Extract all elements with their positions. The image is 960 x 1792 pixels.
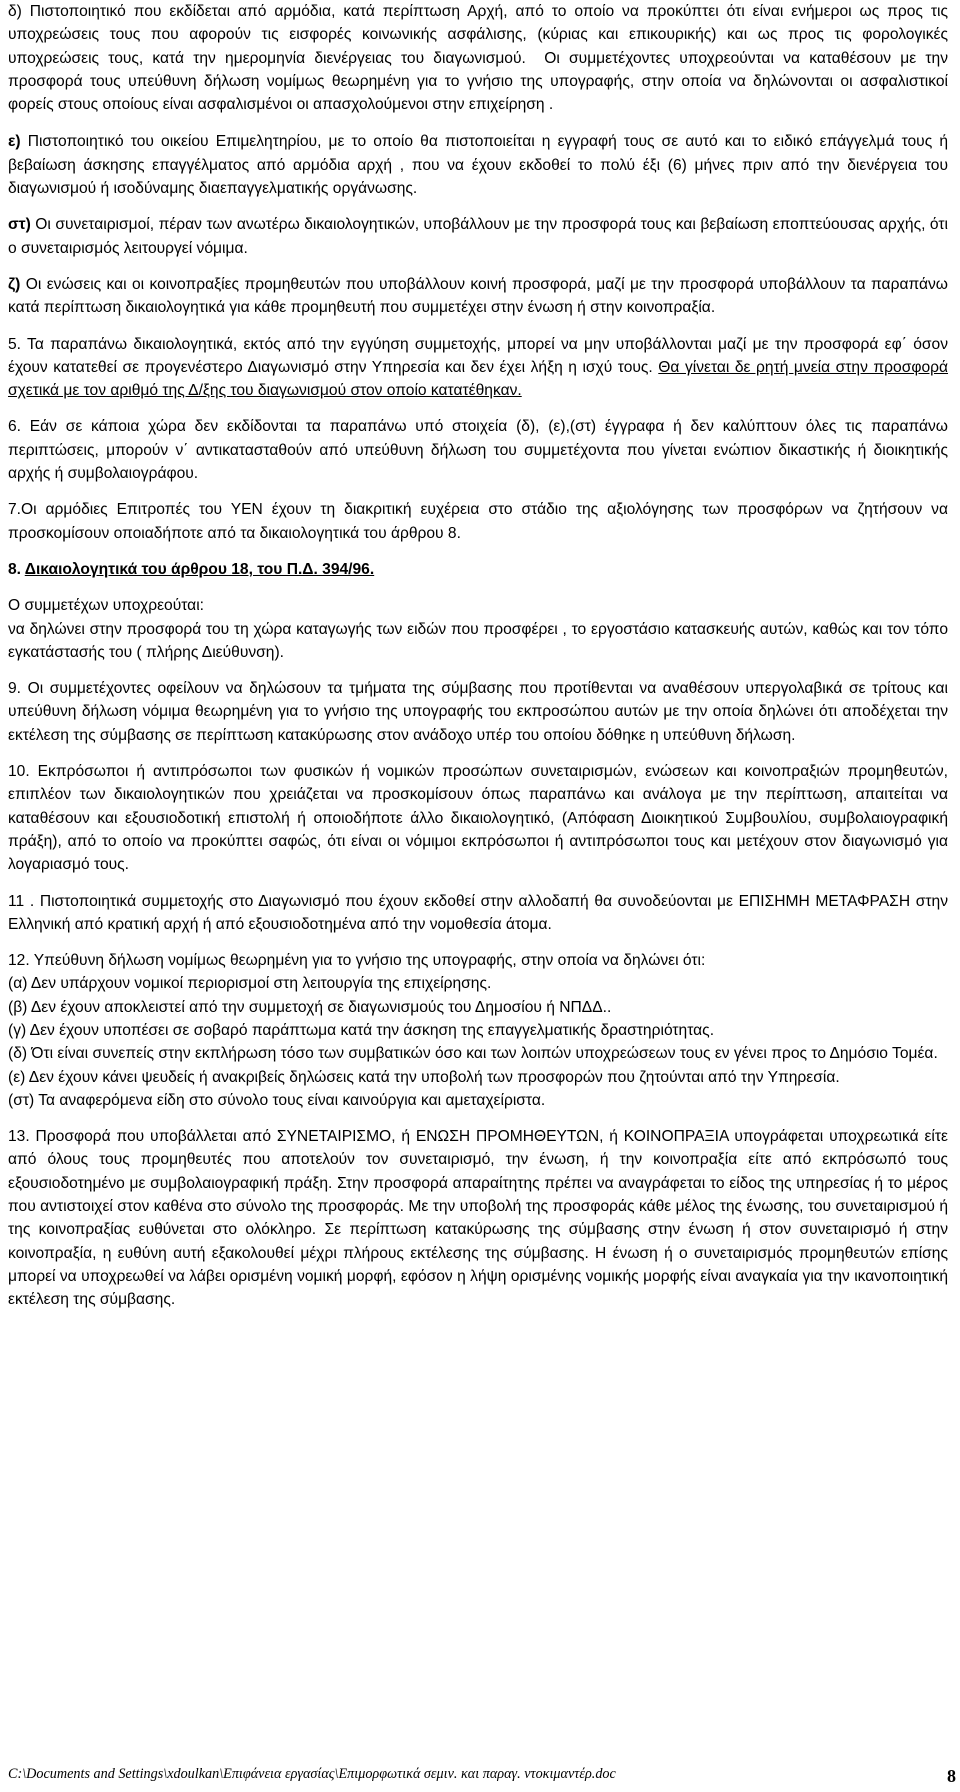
paragraph-8-sub2: να δηλώνει στην προσφορά του τη χώρα καταγωγής των ειδών που προσφέρει , το εργοστάσιο κατασκευής αυτών, καθώς και τον τόπο εγκατάστασής του ( πλήρης Διεύθυνση). [8, 620, 948, 661]
paragraph-5-underlined: Θα γίνεται δε ρητή μνεία στην προσφορά σχετικά με τον αριθμό της Δ/ξης του διαγωνισμού στον οποίο κατατέθηκαν. [8, 358, 949, 400]
paragraph-st [8, 213, 948, 260]
paragraph-10: 10. Εκπρόσωποι ή αντιπρόσωποι των φυσικών ή νομικών προσώπων συνεταιρισμών, ενώσεων και κοινοπραξιών προμηθευτών, επιπλέον των δικαιολογητικών που χρειάζεται να προσκομίσουν όπως παραπάνω και ανάλογα με την περίπτωση, απαιτείται να καταθέσουν και εξουσιοδοτική επιστολή ή οποιοδήποτε άλλο δικαιολογητικό, (Απόφαση Διοικητικού Συμβουλίου, συμβολαιογραφική πράξη), από το οποίο να προκύπτει σαφώς, ότι είναι οι νόμιμοι εκπρόσωποι ή αντιπρόσωποι τους και μετέχουν στον διαγωνισμό για λογαριασμό τους. [8, 763, 948, 874]
paragraph-12-list [8, 972, 948, 1112]
paragraph-d [8, 0, 948, 116]
document-page [8, 0, 948, 1325]
paragraph-6-text: 6. Εάν σε κάποια χώρα δεν εκδίδονται τα παραπάνω υπό στοιχεία (δ), (ε),(στ) έγγραφα ή δεν καλύπτουν όλες τις παραπάνω περιπτώσεις, μπορούν ν΄ αντικατασταθούν από υπεύθυνη δήλωση του συμμετέχοντα που γίνεται ενώπιον δικαστικής ή διοικητικής αρχής ή συμβολαιογράφου. [8, 418, 948, 483]
paragraph-8-heading: Δικαιολογητικά του άρθρου 18, του Π.Δ. 394/96. [24, 560, 375, 578]
footer-file-path: C:\Documents and Settings\xdoulkan\Επιφάνεια εργασίας\Επιμορφωτικά σεμιν. και παραγ. ντοκιμαντέρ.doc [8, 1766, 616, 1782]
paragraph-13: 13. Προσφορά που υποβάλλεται από ΣΥΝΕΤΑΙΡΙΣΜΟ, ή ΕΝΩΣΗ ΠΡΟΜΗΘΕΥΤΩΝ, ή ΚΟΙΝΟΠΡΑΞΙΑ υπογράφεται υποχρεωτικά είτε από όλους τους προμηθευτές που αποτελούν τον συνεταιρισμό, την ένωση, ή την κοινοπραξία είτε από εκπρόσωπό τους εξουσιοδοτημένο με συμβολαιογραφική πράξη. Στην προσφορά απαραίτητης πρέπει να αναγράφεται το είδος της υπηρεσίας ή το μέρος που αντιστοιχεί στον καθένα στο σύνολο της προσφοράς. Με την υποβολή της προσφοράς κάθε μέλος της ένωσης, του συνεταιρισμού ή της κοινοπραξίας ευθύνεται στο ολόκληρο. Σε περίπτωση κατακύρωσης της σύμβασης στην ένωση ή στον συνεταιρισμό ή στην κοινοπραξία, η ευθύνη αυτή εξακολουθεί μέχρι πλήρους εκτέλεσης της σύμβασης. Η ένωση ή ο συνεταιρισμός προμηθευτών επίσης μπορεί να υποχρεωθεί να λάβει ορισμένη νομική μορφή, εφόσον η λήψη ορισμένης νομικής μορφής είναι αναγκαία για την ικανοποιητική εκτέλεση της σύμβασης. [8, 1128, 948, 1309]
list-item-12st: (στ) Τα αναφερόμενα είδη στο σύνολο τους είναι καινούργια και αμεταχείριστα. [8, 1091, 546, 1109]
list-item-12d: (δ) Ότι είναι συνεπείς στην εκπλήρωση τόσο των συμβατικών όσο και των λοιπών υποχρεώσεων τους εν γένει προς το Δημόσιο Τομέα. [8, 1045, 938, 1063]
list-item-12c: (γ) Δεν έχουν υποπέσει σε σοβαρό παράπτωμα κατά την άσκηση της επαγγελματικής δραστηριότητας. [8, 1021, 715, 1039]
paragraph-8-sub1: Ο συμμετέχων υποχρεούται: [8, 597, 204, 615]
paragraph-7-text: 7.Οι αρμόδιες Επιτροπές του ΥΕΝ έχουν τη διακριτική ευχέρεια στο στάδιο της αξιολόγησης των προσφόρων να ζητήσουν να προσκομίσουν οποιαδήποτε από τα δικαιολογητικά του άρθρου 8. [8, 501, 948, 542]
paragraph-11: 11 . Πιστοποιητικά συμμετοχής στο Διαγωνισμό που έχουν εκδοθεί στην αλλοδαπή θα συνοδεύονται με ΕΠΙΣΗΜΗ ΜΕΤΑΦΡΑΣΗ στην Ελληνική από κρατική αρχή ή από εξουσιοδοτημένα από την νομοθεσία άτομα. [8, 892, 948, 933]
paragraph-d-text: δ) Πιστοποιητικό που εκδίδεται από αρμόδια, κατά περίπτωση Αρχή, από το οποίο να προκύπτει ότι είναι ενήμεροι ως προς τις υποχρεώσεις τους που αφορούν τις εισφορές κοινωνικής ασφάλισης, (κύριας και επικουρικής) και ως προς τις φορολογικές υποχρεώσεις τους, κατά την ημερομηνία διενέργειας του διαγωνισμού. [8, 3, 948, 67]
paragraph-7 [8, 498, 948, 545]
paragraph-e-label: ε) [8, 133, 21, 151]
paragraph-8 [8, 558, 948, 581]
page-number: 8 [947, 1766, 956, 1786]
paragraph-8-number: 8. [8, 560, 25, 578]
paragraph-st-label: στ) [8, 216, 31, 234]
paragraph-d-text-2: Οι συμμετέχοντες υποχρεούνται να καταθέσουν με την προσφορά τους υπεύθυνη δήλωση νομίμως θεωρημένη για το γνήσιο της υπογραφής, στην οποία να δηλώνονται οι ασφαλιστικοί φορείς στους οποίους είναι ασφαλισμένοι οι απασχολούμενοι στην επιχείρηση . [8, 49, 949, 114]
list-item-12e: (ε) Δεν έχουν κάνει ψευδείς ή ανακριβείς δηλώσεις κατά την υποβολή των προσφορών που ζητούνται από την Υπηρεσία. [8, 1068, 840, 1086]
paragraph-5-text: 5. Τα παραπάνω δικαιολογητικά, εκτός από την εγγύηση συμμετοχής, μπορεί να μην υποβάλλονται μαζί με την προσφορά εφ΄ όσον έχουν κατατεθεί σε προγενέστερο Διαγωνισμό στην Υπηρεσία και δεν έχει λήξη η ισχύ τους. [8, 335, 948, 376]
paragraph-z [8, 273, 948, 320]
paragraph-6 [8, 415, 948, 485]
list-item-12a: (α) Δεν υπάρχουν νομικοί περιορισμοί στη λειτουργία της επιχείρησης. [8, 975, 492, 993]
paragraph-z-label: ζ) [8, 275, 21, 293]
paragraph-9: 9. Οι συμμετέχοντες οφείλουν να δηλώσουν τα τμήματα της σύμβασης που προτίθενται να αναθέσουν υπεργολαβικά σε τρίτους και υπεύθυνη δήλωση νόμιμα θεωρημένη για το γνήσιο της υπογραφής του εκπροσώπου αυτών με την οποία δηλώνει ότι αποδέχεται την εκτέλεση της σύμβασης σε περίπτωση κατακύρωσης στον ανάδοχο υπέρ του οποίου δόθηκε η υπεύθυνη δήλωση. [8, 680, 948, 744]
paragraph-z-text: Οι ενώσεις και οι κοινοπραξίες προμηθευτών που υποβάλλουν κοινή προσφορά, μαζί με την προσφορά υποβάλλουν τα παραπάνω κατά περίπτωση δικαιολογητικά για κάθε προμηθευτή που συμμετέχει στην ένωση ή στην κοινοπραξία. [8, 275, 948, 317]
paragraph-e [8, 130, 948, 200]
paragraph-e-text: Πιστοποιητικό του οικείου Επιμελητηρίου, με το οποίο θα πιστοποιείται η εγγραφή τους σε αυτό και το ειδικό επάγγελμά τους ή βεβαίωση άσκησης επαγγέλματος από αρμόδια αρχή , που να έχουν εκδοθεί το πολύ έξι (6) μήνες πριν από την διενέργεια του διαγωνισμού ή ισοδύναμης διαεπαγγελματικής οργάνωσης. [8, 133, 948, 198]
paragraph-5 [8, 333, 948, 403]
paragraph-st-text: Οι συνεταιρισμοί, πέραν των ανωτέρω δικαιολογητικών, υποβάλλουν με την προσφορά τους και βεβαίωση εποπτεύουσας αρχής, ότι ο συνεταιρισμός λειτουργεί νόμιμα. [8, 216, 948, 257]
paragraph-12-intro: 12. Υπεύθυνη δήλωση νομίμως θεωρημένη για το γνήσιο της υπογραφής, στην οποία να δηλώνει ότι: [8, 952, 706, 970]
list-item-12b: (β) Δεν έχουν αποκλειστεί από την συμμετοχή σε διαγωνισμούς του Δημοσίου ή ΝΠΔΔ.. [8, 998, 612, 1016]
